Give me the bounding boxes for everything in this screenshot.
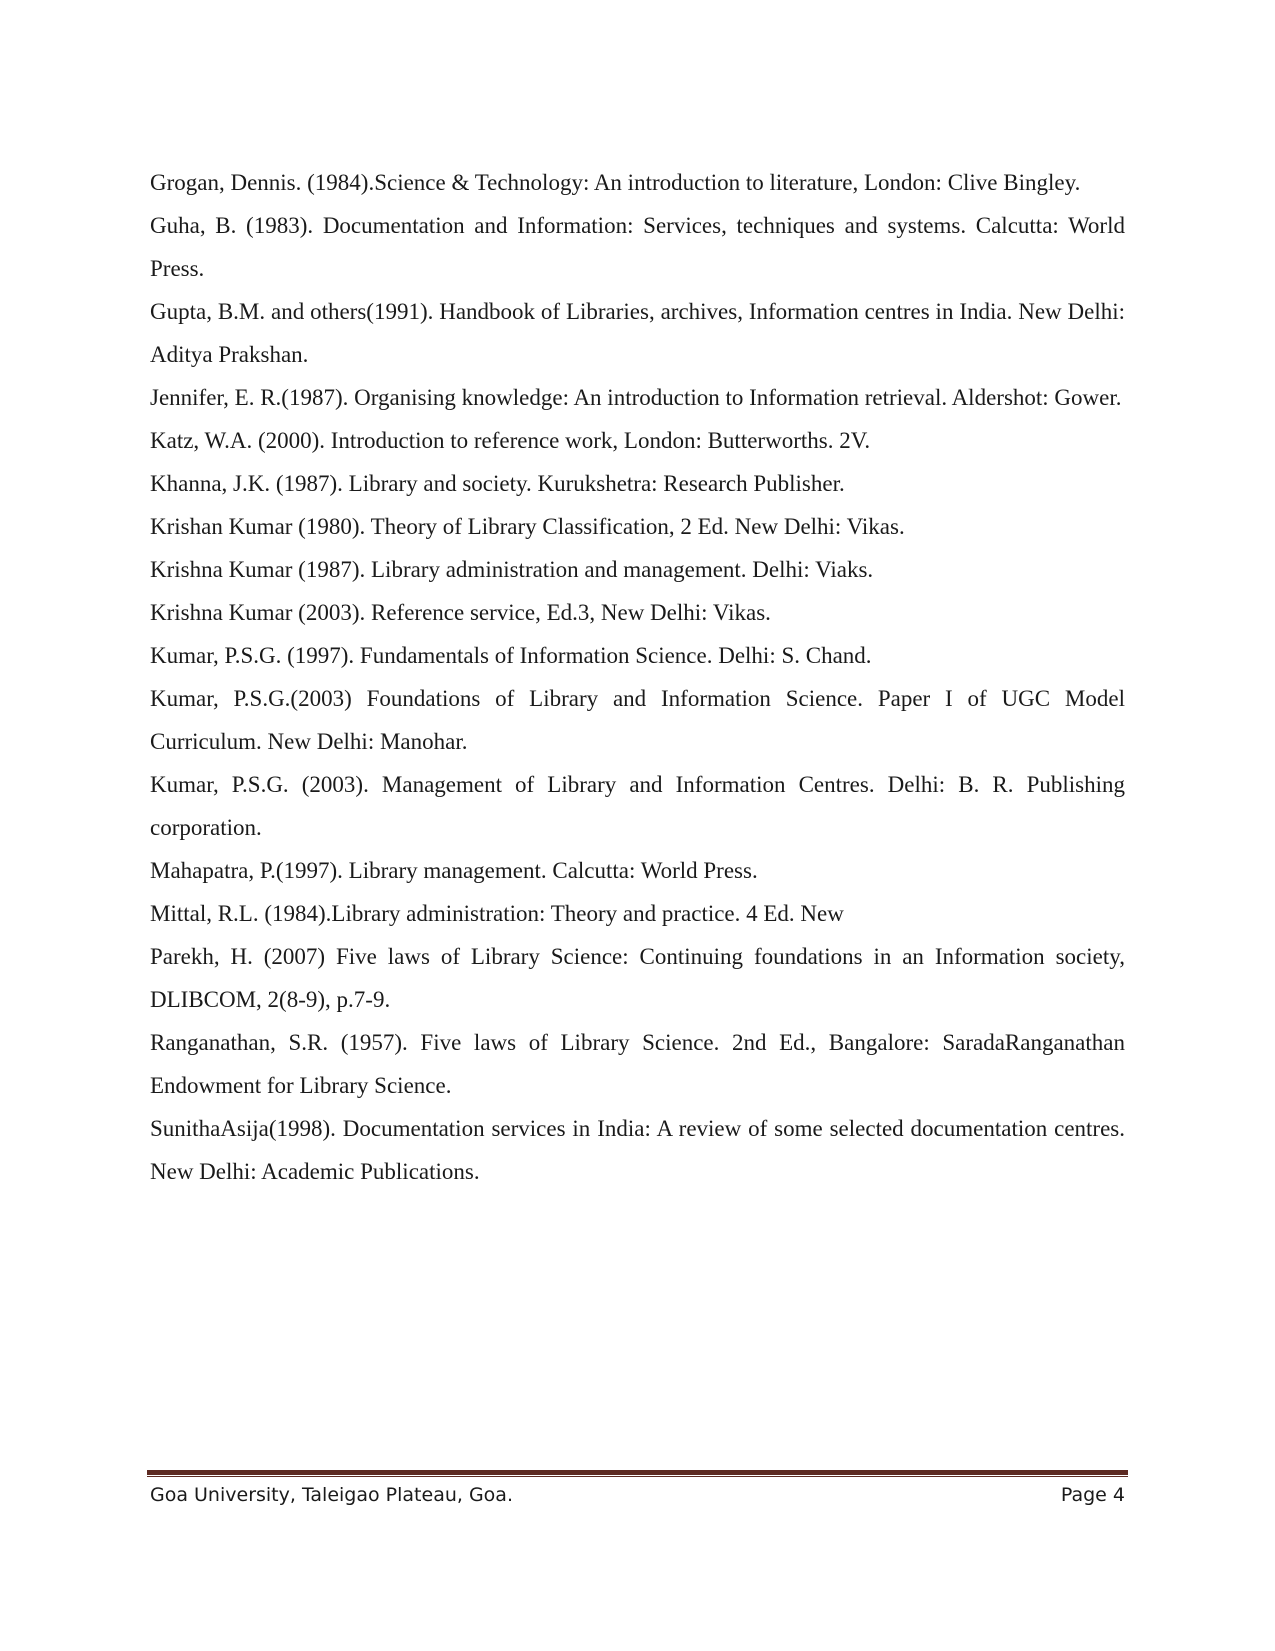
reference-entry: Parekh, H. (2007) Five laws of Library Science: Continuing foundations in an Information society, DLIBCOM, 2(8-9), p.7-9. (150, 944, 1125, 1012)
reference-entry: Ranganathan, S.R. (1957). Five laws of Library Science. 2nd Ed., Bangalore: SaradaRanganathan Endowment for Library Science. (150, 1030, 1125, 1098)
reference-entry: Kumar, P.S.G. (2003). Management of Library and Information Centres. Delhi: B. R. Publishing corporation. (150, 772, 1125, 840)
reference-entry: Guha, B. (1983). Documentation and Information: Services, techniques and systems. Calcutta: World Press. (150, 213, 1125, 281)
reference-list (150, 161, 1125, 1193)
footer-divider-thick (147, 1470, 1128, 1475)
reference-entry: Gupta, B.M. and others(1991). Handbook of Libraries, archives, Information centres in India. New Delhi: Aditya Prakshan. (150, 299, 1125, 367)
page-number: Page 4 (1060, 1484, 1125, 1506)
reference-entry: Krishan Kumar (1980). Theory of Library Classification, 2 Ed. New Delhi: Vikas. (150, 514, 905, 539)
reference-entry: Mittal, R.L. (1984).Library administration: Theory and practice. 4 Ed. New (150, 901, 844, 926)
reference-entry: Grogan, Dennis. (1984).Science & Technology: An introduction to literature, London: Clive Bingley. (150, 170, 1081, 195)
footer-divider (147, 1470, 1128, 1478)
reference-entry: Khanna, J.K. (1987). Library and society. Kurukshetra: Research Publisher. (150, 471, 845, 496)
reference-entry: Katz, W.A. (2000). Introduction to reference work, London: Butterworths. 2V. (150, 428, 871, 453)
footer-divider-thin (147, 1476, 1128, 1477)
reference-entry: Krishna Kumar (1987). Library administration and management. Delhi: Viaks. (150, 557, 874, 582)
reference-entry: Mahapatra, P.(1997). Library management. Calcutta: World Press. (150, 858, 758, 883)
page-footer (150, 1484, 1125, 1506)
reference-entry: Kumar, P.S.G.(2003) Foundations of Library and Information Science. Paper I of UGC Model Curriculum. New Delhi: Manohar. (150, 686, 1125, 754)
reference-entry: Jennifer, E. R.(1987). Organising knowledge: An introduction to Information retrieval. Aldershot: Gower. (150, 385, 1122, 410)
reference-entry: Kumar, P.S.G. (1997). Fundamentals of Information Science. Delhi: S. Chand. (150, 643, 872, 668)
reference-entry: SunithaAsija(1998). Documentation services in India: A review of some selected documentation centres. New Delhi: Academic Publications. (150, 1116, 1125, 1184)
reference-entry: Krishna Kumar (2003). Reference service, Ed.3, New Delhi: Vikas. (150, 600, 771, 625)
footer-institution: Goa University, Taleigao Plateau, Goa. (150, 1484, 513, 1506)
